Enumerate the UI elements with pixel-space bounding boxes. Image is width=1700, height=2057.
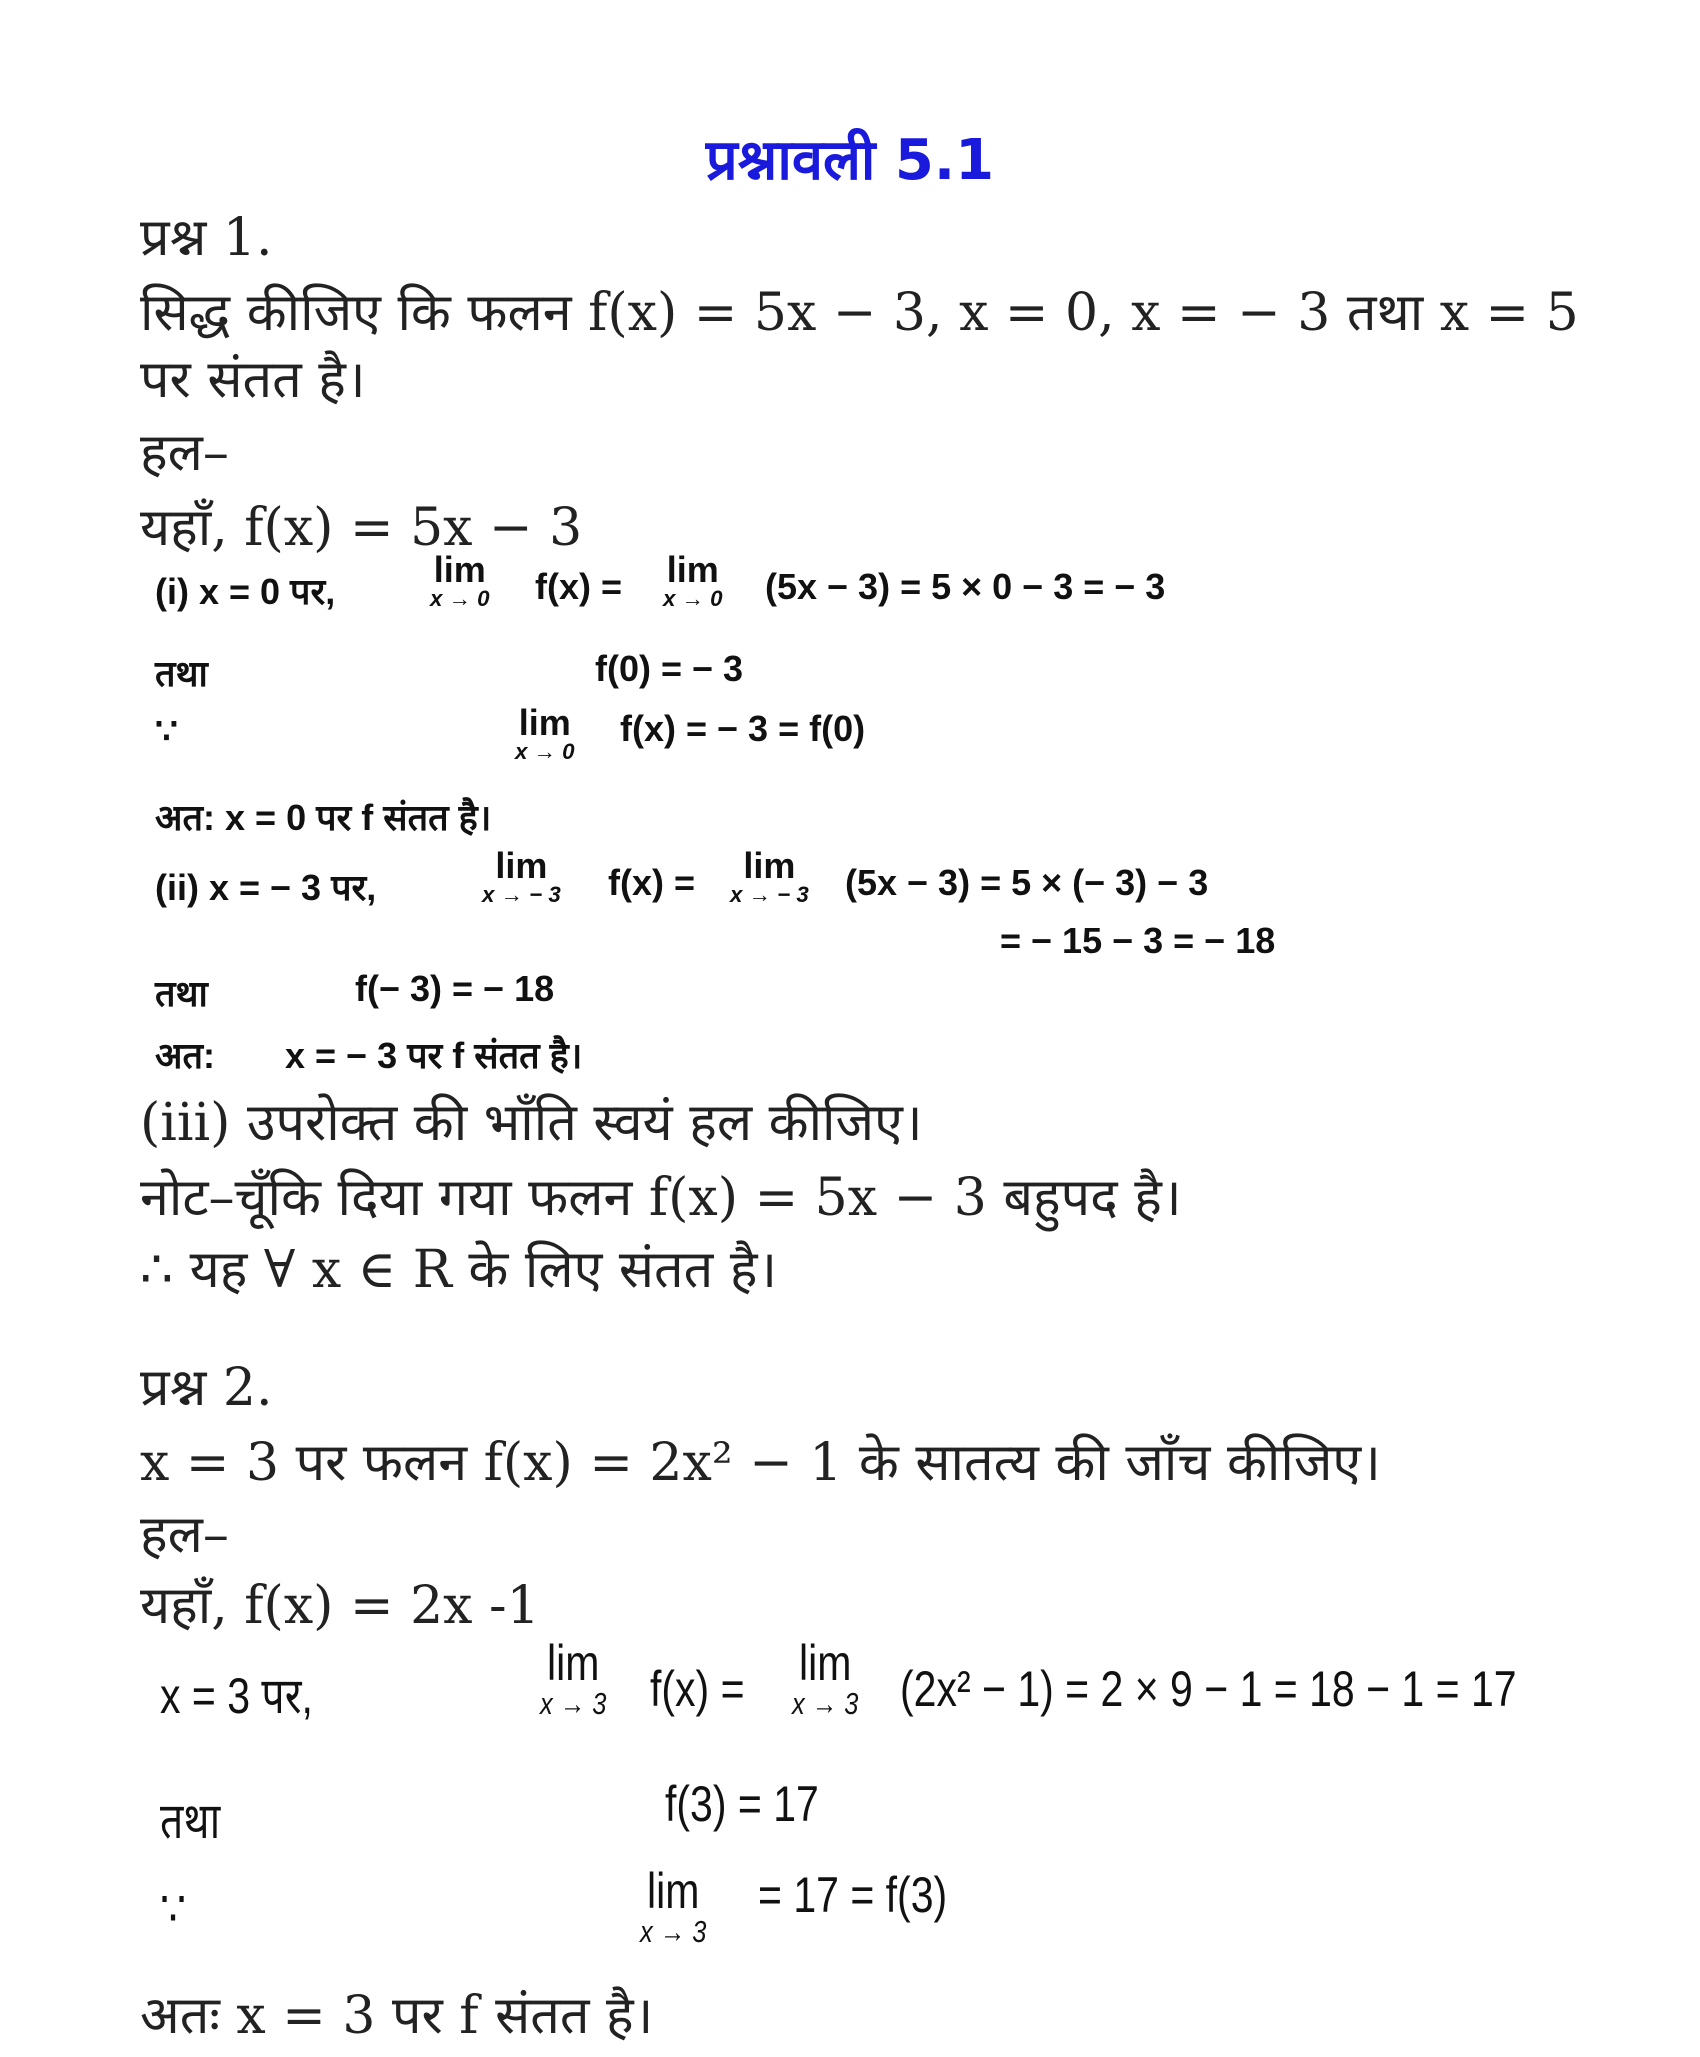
part-ii-limit-2 [730,845,809,907]
part-ii-limit [482,845,561,907]
lim-subscript: x → 0 [515,739,575,764]
lim-word: lim [433,549,486,590]
question-1-solution-label: हल– [140,423,229,483]
q2-limit-2 [792,1635,859,1721]
part-i-expression-1: f(x) = [535,566,623,607]
q2-conclusion: अतः x = 3 पर f संतत है। [140,1986,654,2046]
q2-f3: f(3) = 17 [665,1776,819,1832]
part-i-limit-2 [663,549,723,611]
lim-subscript: x → 0 [663,586,723,611]
lim-subscript: x → 3 [640,1914,707,1949]
part-ii-expression-1: f(x) = [608,862,696,903]
lim-word: lim [495,845,548,886]
question-1-given: यहाँ, f(x) = 5x − 3 [140,498,583,558]
lim-word: lim [547,1635,600,1691]
part-i-because-limit [515,702,575,764]
part-ii-tatha: तथा [155,973,208,1014]
part-iii: (iii) उपरोक्त की भाँति स्वयं हल कीजिए। [140,1093,923,1153]
part-ii-expression-2: (5x − 3) = 5 × (− 3) − 3 [845,862,1209,903]
part-ii-conclusion: x = − 3 पर f संतत है। [285,1035,583,1076]
therefore-line: ∴ यह ∀ x ∈ R के लिए संतत है। [140,1240,778,1300]
q2-because-expression: = 17 = f(3) [758,1867,948,1923]
question-2-label: प्रश्न 2. [140,1358,273,1418]
part-i-because-expression: f(x) = − 3 = f(0) [620,708,866,749]
lim-word: lim [743,845,796,886]
q2-limit [540,1635,607,1721]
question-1-statement-line-2: पर संतत है। [140,350,366,410]
note: नोट–चूँकि दिया गया फलन f(x) = 5x − 3 बहुपद है। [140,1168,1182,1228]
question-1-label: प्रश्न 1. [140,208,273,268]
part-ii-f: f(− 3) = − 18 [355,968,555,1009]
lim-word: lim [666,549,719,590]
part-ii-conclusion-label: अत: [155,1035,216,1076]
q2-because-limit [640,1863,707,1949]
question-1-statement-line-1: सिद्ध कीजिए कि फलन f(x) = 5x − 3, x = 0, x = − 3 तथा x = 5 [140,283,1579,343]
lim-subscript: x → 0 [430,586,490,611]
lim-subscript: x → − 3 [730,882,809,907]
lim-subscript: x → 3 [540,1686,607,1721]
part-ii-heading: (ii) x = − 3 पर, [155,867,377,908]
part-i-tatha: तथा [155,653,208,694]
q2-expression-1: f(x) = [650,1661,745,1717]
lim-word: lim [799,1635,852,1691]
q2-expression-2: (2x² − 1) = 2 × 9 − 1 = 18 − 1 = 17 [900,1661,1517,1717]
page-title: प्रश्नावली 5.1 [705,128,995,193]
part-i-heading: (i) x = 0 पर, [155,571,336,612]
part-i-because-symbol: ∵ [155,710,178,751]
question-2-given: यहाँ, f(x) = 2x -1 [140,1576,540,1636]
lim-subscript: x → − 3 [482,882,561,907]
lim-subscript: x → 3 [792,1686,859,1721]
lim-word: lim [518,702,571,743]
q2-because-symbol: ∵ [160,1881,187,1937]
question-2-solution-label: हल– [140,1505,229,1565]
question-2-statement: x = 3 पर फलन f(x) = 2x² − 1 के सातत्य की जाँच कीजिए। [140,1433,1381,1493]
part-i-f0: f(0) = − 3 [595,648,744,689]
part-ii-expression-3: = − 15 − 3 = − 18 [1000,920,1276,961]
part-i-expression-2: (5x − 3) = 5 × 0 − 3 = − 3 [765,566,1166,607]
part-i-limit [430,549,490,611]
lim-word: lim [647,1863,700,1919]
q2-tatha: तथा [160,1793,221,1849]
q2-heading: x = 3 पर, [160,1668,313,1724]
part-i-conclusion: अत: x = 0 पर f संतत है। [155,797,492,838]
